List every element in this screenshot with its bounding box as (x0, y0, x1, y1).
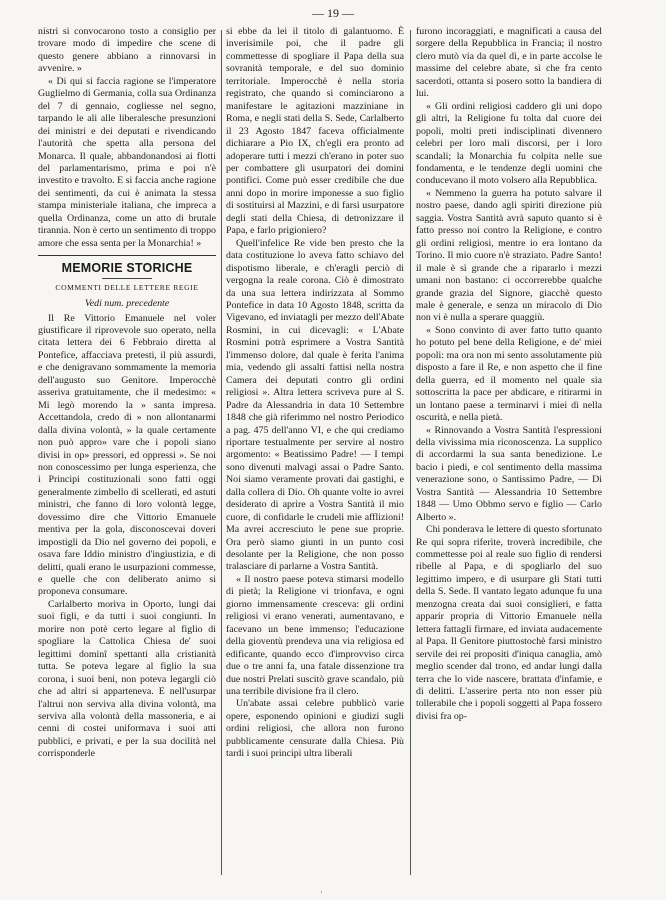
column-2 (226, 26, 404, 761)
paragraph: « Il nostro paese poteva stimarsi modello di pietà; la Religione vi trionfava, e ogni giorno immensamente cresceva: gli ordini religiosi vi erano venerati, aumentavano, e facevano un bene immenso; l'educazione della gioventù prendeva una via religiosa ed edificante, quando ecco d'improvviso circa due o tre anni fa, una fatale dissenzione tra due nostri Prelati suscitò grave scandalo, più una terribile divisione fra il clero. (226, 573, 404, 698)
section-divider (38, 255, 216, 256)
column-3 (416, 26, 602, 723)
paragraph: nistri si convocarono tosto a consiglio per trovare modo di impedire che scene di questo genere abbiano a rinnovarsi in avvenire. » (38, 26, 216, 75)
column-rule-right (410, 30, 411, 875)
paragraph: si ebbe da lei il titolo di galantuomo. È inverisimile poi, che il padre gli commettesse di spogliare il Papa della sua sovranità temporale, e del suo dominio territoriale. Imperocchè è nella storia registrato, che quando si cominciarono a manifestare le agitazioni mazziniane in Roma, e negli stati della S. Sede, Carlalberto il 23 Agosto 1847 faceva officialmente dichiarare a Pio IX, ch'egli era pronto ad adoperare tutti i mezzi ch'erano in poter suo per combattere gli usurpatori dei domini pontifici. Come può esser credibile che due anni dopo in morire imponesse a suo figlio di sostituirsi al Mazzini, e di farsi usurpatore degli stati della Chiesa, di detronizzare il Papa, e farlo prigioniero? (226, 26, 404, 237)
section-title: MEMORIE STORICHE (61, 261, 193, 276)
paragraph: « Di qui si faccia ragione se l'imperatore Guglielmo di Germania, colla sua Ordinanza del 7 di gennaio, cogliesse nel segno, tarpando le ali alle liberalesche presunzioni dei ministri e dei deputati e rivendicando l'autorità che spetta alla persona del Monarca. Il quale, abbandonandosi ai flotti del parlamentarismo, prima e poi n'è investito e travolto. E si faccia anche ragione dei sentimenti, da cui è animata la stessa stampa ministeriale italiana, che impreca a quella Ordinanza, come un atto di brutale tirannia. Non è certo un sentimento di troppo amore che essa senta per la Monarchia! » (38, 75, 216, 249)
paragraph: « Sono convinto di aver fatto tutto quanto ho potuto pel bene della Religione, e de' miei popoli: ma ora non mi sento assolutamente più disposto a fare il Re, e non aspetto che il fine della guerra, ed il momento nel quale sia sottoscritta la pace per abdicare, e ritirarmi in un lontano paese a terminarvi i miei dì nella oscurità, e nella pietà. (416, 324, 602, 424)
page-number: — 19 — (312, 6, 354, 20)
title-underline (102, 278, 152, 279)
paragraph: Quell'infelice Re vide ben presto che la data costituzione lo aveva fatto schiavo del dispotismo liberale, e ch'eragli perciò di vergogna la reale corona. Ciò è dimostrato da una sua lettera indirizzata al Sommo Pontefice in data 10 Agosto 1848, scritta da Vigevano, ed inviatagli per mezzo dell'Abate Rosmini, in cui dicevagli: « L'Abate Rosmini potrà esprimere a Vostra Santità l'immenso dolore, dal quale è ferita l'anima mia, vedendo gli assalti fattisi nella nostra Camera dei deputati contro gli ordini religiosi ». Altra lettera scriveva pure al S. Padre da Alessandria in data 10 Settembre 1848 che già riferimmo nel nostro Periodico a pag. 475 dell'anno VI, e che qui crediamo riportare testualmente per servire al nostro argomento: « Beatissimo Padre! — I tempi sono divenuti malvagi assai o Padre Santo. Noi siamo veramente provati dai gastighi, e dalla collera di Dio. Oh quante volte io avrei desiderato di aprire a Vostra Santità il mio cuore, di confidarle le crudeli mie afflizioni! Ma avrei accresciuto le pene sue proprie. Ora però siamo giunti in un punto così desolante per la Religione, che non posso tralasciare di parlarne a Vostra Santità. (226, 237, 404, 573)
paragraph: Un'abate assai celebre pubblicò varie opere, esponendo opinioni e giudizi sugli ordini religiosi, che allora non furono pubblicamente censurate dalla Chiesa. Più tardi i suoi principi ultra liberali (226, 698, 404, 760)
paragraph: « Nemmeno la guerra ha potuto salvare il nostro paese, dando agli spiriti direzione più saggia. Vostra Santità avrà saputo quanto si è fatto presso noi contro la Religione, e contro gli ordini religiosi, mentre io era lontano da Torino. Il mio cuore n'è straziato. Padre Santo! il male è sì grande che a ripararlo i mezzi umani non bastano: ci occorrerebbe qualche grande grazia del Signore, giacchè questo male è generale, e senza un miracolo di Dio non vi è nulla a sperare quaggiù. (416, 187, 602, 324)
paragraph: Il Re Vittorio Emanuele nel voler giustificare il riprovevole suo operato, nella citata lettera dei 6 Febbraio diretta al Pontefice, affacciava pretesti, il più assurdi, e che denigravano sommamente la memoria dell'augusto suo Genitore. Imperocchè asseriva gratuitamente, che il medesimo: « Mi legò morendo la » santa impresa. Accettandola, credo di » non allontanarmi dalla divina volontà, » la quale certamente non può appro» vare che i popoli siano divisi in op» pressori, ed oppressi ». Se noi non conoscessimo per lunga esperienza, che i Principi costituzionali sono fatti oggi generalmente zimbello di scellerati, ed astuti ministri, che fanno di loro volontà legge, dovessimo dire che Vittorio Emanuele mentiva per la gola, disconoscevai doveri impostigli da Dio nel governo dei popoli, e osava fare Iddio ministro d'ingiustizia, e di delitti, quali erano le usurpazioni commesse, e quelle che con deliberato animo si proponeva consumare. (38, 312, 216, 598)
column-rule-left (221, 30, 222, 875)
footer-mark: · (320, 888, 323, 897)
paragraph: « Rinnovando a Vostra Santità l'espressioni della vivissima mia riconoscenza. La supplico di accordarmi la sua santa benedizione. Le bacio i piedi, e col sentimento della massima venerazione sono, o Santissimo Padre, — Di Vostra Santità — Alessandria 10 Settembre 1848 — Umo Obbmo servo e figlio — Carlo Alberto ». (416, 424, 602, 523)
reference-note: Vedi num. precedente (84, 298, 170, 310)
paragraph: furono incoraggiati, e magnificati a causa del sorgere della Repubblica in Francia; il nostro clero mutò via da quel dì, e in parte accolse le massime del celebre abate, sì che fra cento sacerdoti, ottanta si posero sotto la bandiera di lui. (416, 26, 602, 100)
column-1 (38, 26, 216, 761)
paragraph: Carlalberto moriva in Oporto, lungi dai suoi figli, e da tutti i suoi congiunti. In morire non potè certo legare al figlio di spogliare la Cattolica Chiesa de' suoi legittimi dominî spettanti alla cristianità tutta. Se poteva legare al figlio la sua corona, i suoi beni, non poteva legargli ciò che ad altri si apparteneva. E nell'usurpar l'altrui non serviva alla divina volontà, ma serviva alla volontà della massoneria, e ai cenni di costei uniformava i suoi atti pubblici, e privati, e per la sua docilità nel corrisponderle (38, 598, 216, 760)
paragraph: Chi ponderava le lettere di questo sfortunato Re qui sopra riferite, troverà incredibile, che commettesse poi al reale suo figlio di rendersi ribelle al Papa, e di spogliarlo del suo legittimo impero, e di usurpare gli Stati tutti della S. Sede. Il vantato legato adunque fu una menzogna creata dai suoi consiglieri, e fatta apparir propria di Vittorio Emanuele nella lettera fattagli firmare, ed inviata audacemente al Papa. Il Genitore piuttostochè farsi ministro servile dei rei propositi d'iniqua canaglia, amò meglio scender dal trono, ed andar lungi dalla terra che lo vide nascere, brattata d'infamie, e di delitti. L'asserire perta nto non esser più tollerabile che i popoli soggetti al Papa fossero divisi fra op- (416, 524, 602, 722)
paragraph: « Gli ordini religiosi caddero gli uni dopo gli altri, la Religione fu tolta dal cuore dei popoli, molti preti indisciplinati divennero celebri per loro mali discorsi, per i loro scandali; la Monarchia fu colpita nelle sue fondamenta, e le tendenze degli uomini che conducevano il moto volsero alla Repubblica. (416, 100, 602, 187)
section-subtitle: COMMENTI DELLE LETTERE REGIE (55, 282, 199, 292)
